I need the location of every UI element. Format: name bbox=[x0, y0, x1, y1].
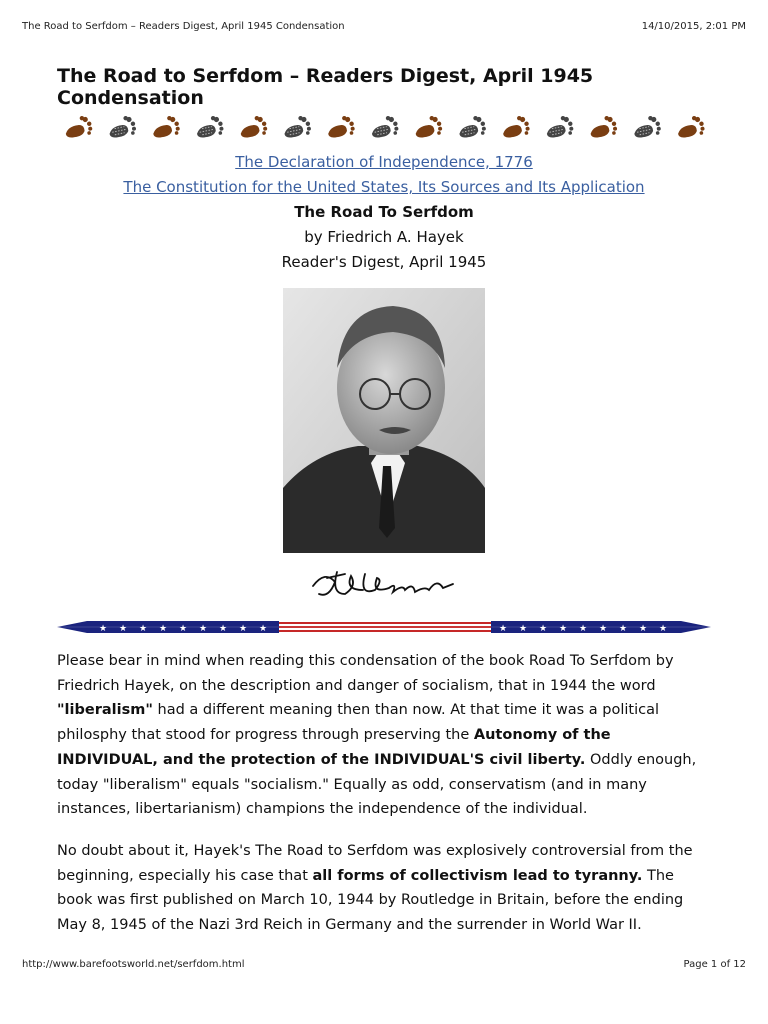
footprint-icon bbox=[325, 114, 356, 139]
paragraph-text: Please bear in mind when reading this condensation of the book Road To Serfdom by Friedrich Hayek, on the description and danger of socialism, that in 1944 the word bbox=[57, 653, 674, 694]
footprint-icon bbox=[238, 114, 269, 139]
author-signature bbox=[305, 564, 460, 604]
footprint-icon bbox=[675, 114, 706, 139]
link-constitution[interactable]: The Constitution for the United States, Its Sources and Its Application bbox=[123, 178, 645, 196]
svg-text:★: ★ bbox=[519, 624, 528, 634]
svg-text:★: ★ bbox=[199, 624, 208, 634]
footprint-icon bbox=[631, 114, 662, 139]
footprint-icon bbox=[107, 114, 138, 139]
footprint-icon bbox=[456, 114, 487, 139]
book-author: by Friedrich A. Hayek bbox=[304, 228, 464, 246]
svg-text:★: ★ bbox=[219, 624, 228, 634]
footprint-icon bbox=[500, 114, 531, 139]
svg-text:★: ★ bbox=[579, 624, 588, 634]
svg-text:★: ★ bbox=[259, 624, 268, 634]
footprint-icon bbox=[413, 114, 444, 139]
print-footer-page: Page 1 of 12 bbox=[683, 959, 746, 970]
paragraph-history bbox=[57, 839, 709, 938]
footprint-icon bbox=[588, 114, 619, 139]
page-title: The Road to Serfdom – Readers Digest, April 1945 Condensation bbox=[57, 65, 594, 109]
svg-text:★: ★ bbox=[559, 624, 568, 634]
footprint-icon bbox=[194, 114, 225, 139]
intro-block bbox=[0, 150, 768, 275]
svg-text:★: ★ bbox=[239, 624, 248, 634]
svg-text:★: ★ bbox=[499, 624, 508, 634]
paragraph-text: No doubt about it, Hayek's The Road to Serfdom was explosively controversial from the beginning, especially his case that bbox=[57, 843, 693, 884]
book-source: Reader's Digest, April 1945 bbox=[281, 253, 487, 271]
print-header-datetime: 14/10/2015, 2:01 PM bbox=[641, 21, 746, 32]
print-header bbox=[22, 21, 746, 35]
author-portrait bbox=[283, 288, 485, 553]
svg-text:★: ★ bbox=[139, 624, 148, 634]
paragraph-text: Oddly enough, today "liberalism" equals "socialism." Equally as odd, conservatism (and in many instances, libertarianism) champions the independence of the individual. bbox=[57, 751, 697, 818]
paragraph-text: had a different meaning then than now. At that time it was a political philosphy that stood for progress through preserving the bbox=[57, 702, 660, 744]
print-footer bbox=[22, 959, 746, 973]
svg-text:★: ★ bbox=[119, 624, 128, 634]
emphasis-autonomy: Autonomy of the INDIVIDUAL, and the protection of the INDIVIDUAL'S civil liberty. bbox=[57, 727, 611, 768]
print-header-title: The Road to Serfdom – Readers Digest, April 1945 Condensation bbox=[22, 21, 345, 32]
paragraph-intro bbox=[57, 649, 709, 822]
svg-text:★: ★ bbox=[179, 624, 188, 634]
print-footer-url: http://www.barefootsworld.net/serfdom.html bbox=[22, 959, 245, 970]
footprints-divider bbox=[57, 113, 713, 143]
svg-text:★: ★ bbox=[99, 624, 108, 634]
emphasis-collectivism: all forms of collectivism lead to tyranny. bbox=[312, 867, 643, 884]
flag-divider bbox=[57, 618, 711, 636]
svg-text:★: ★ bbox=[619, 624, 628, 634]
svg-text:★: ★ bbox=[159, 624, 168, 634]
svg-text:★: ★ bbox=[659, 624, 668, 634]
book-title: The Road To Serfdom bbox=[294, 203, 474, 221]
svg-text:★: ★ bbox=[539, 624, 548, 634]
footprint-icon-row bbox=[57, 113, 713, 143]
svg-text:★: ★ bbox=[599, 624, 608, 634]
footprint-icon bbox=[282, 114, 313, 139]
footprint-icon bbox=[369, 114, 400, 139]
link-declaration[interactable]: The Declaration of Independence, 1776 bbox=[235, 153, 533, 171]
paragraph-text: The book was first published on March 10, 1944 by Routledge in Britain, before the ending May 8, 1945 of the Nazi 3rd Reich in Germany and the surrender in World War II. bbox=[57, 867, 684, 934]
footprint-icon bbox=[544, 114, 575, 139]
emphasis-liberalism: "liberalism" bbox=[57, 702, 153, 719]
footprint-icon bbox=[63, 114, 94, 139]
footprint-icon bbox=[150, 114, 181, 139]
svg-text:★: ★ bbox=[639, 624, 648, 634]
